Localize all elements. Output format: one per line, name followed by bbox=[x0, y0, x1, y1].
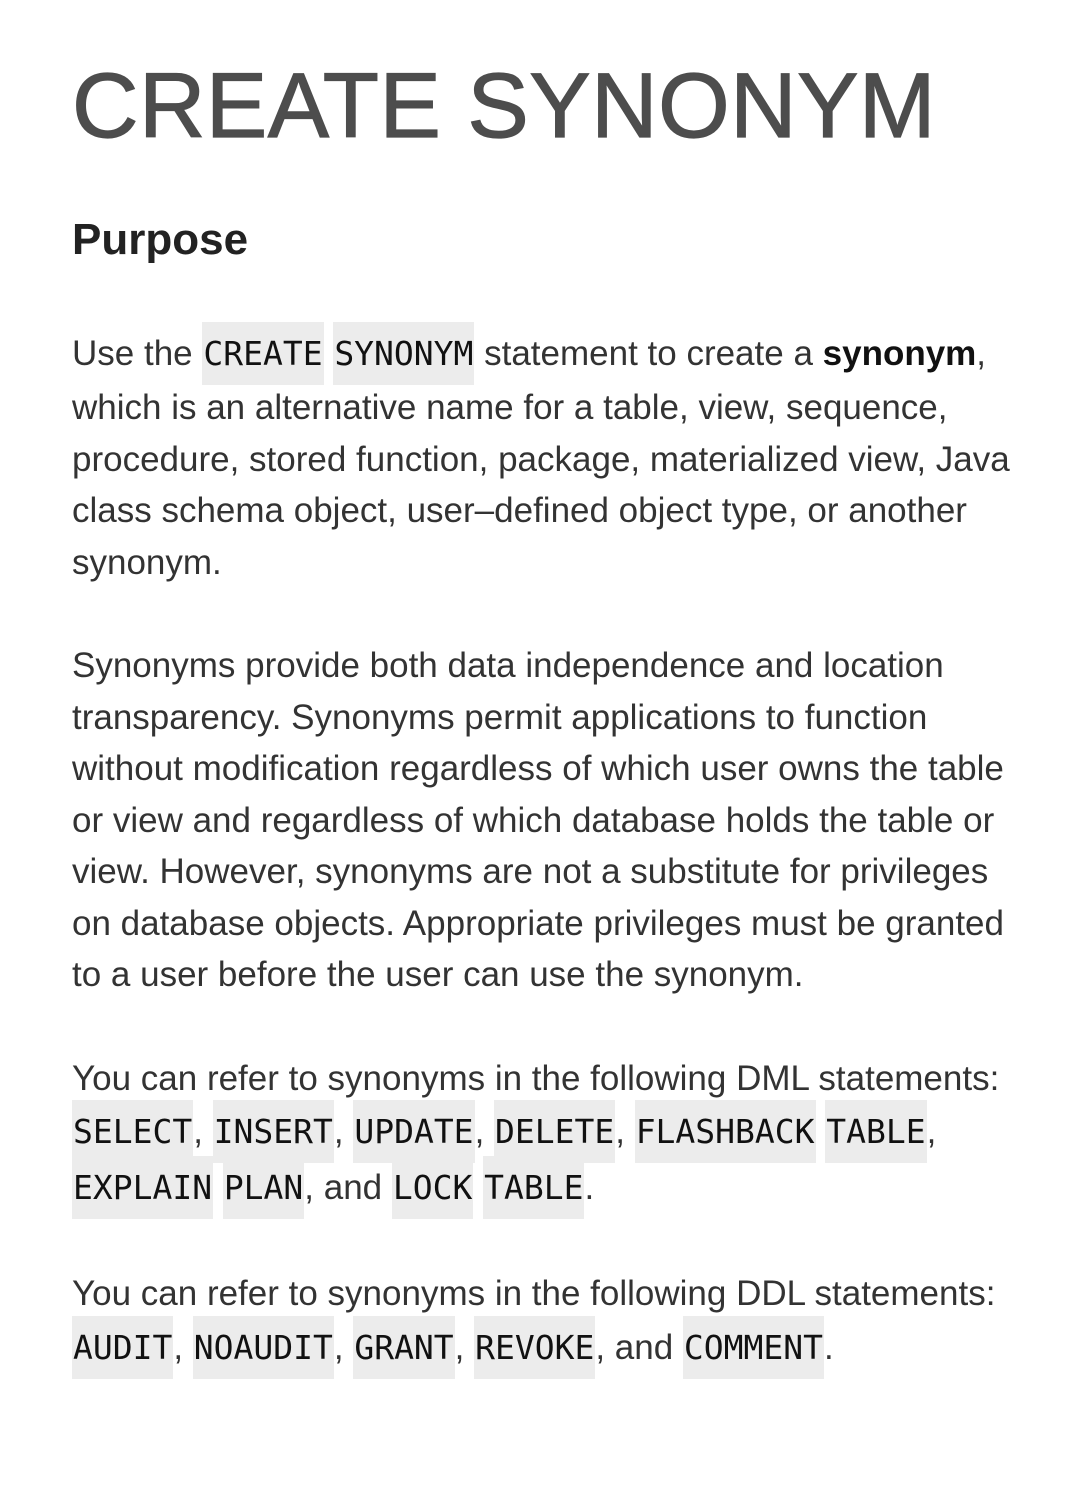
separator: , bbox=[615, 1112, 635, 1151]
separator: , bbox=[173, 1327, 193, 1367]
period: . bbox=[824, 1327, 834, 1367]
code-explain: EXPLAIN bbox=[72, 1156, 213, 1219]
term-synonym: synonym bbox=[822, 334, 977, 373]
separator: , bbox=[454, 1327, 475, 1367]
separator: , bbox=[926, 1112, 937, 1151]
paragraph-dml bbox=[72, 1053, 1012, 1217]
code-table: TABLE bbox=[483, 1156, 584, 1219]
section-heading-purpose: Purpose bbox=[72, 215, 249, 264]
code-grant: GRANT bbox=[353, 1316, 454, 1379]
intro-text-1: Use the bbox=[72, 334, 203, 373]
intro-text-3: , which is an alternative name for a table, view, sequence, procedure, stored function, package, materialized view, Java class schema object, user–defined object type, or another synonym. bbox=[72, 334, 1010, 582]
code-noaudit: NOAUDIT bbox=[193, 1316, 334, 1379]
conjunction-and: , and bbox=[304, 1168, 392, 1207]
code-select: SELECT bbox=[72, 1100, 193, 1163]
code-flashback: FLASHBACK bbox=[635, 1100, 816, 1163]
code-create: CREATE bbox=[202, 322, 323, 385]
separator: , bbox=[333, 1327, 354, 1367]
page-title: CREATE SYNONYM bbox=[72, 55, 937, 157]
code-audit: AUDIT bbox=[72, 1316, 173, 1379]
code-insert: INSERT bbox=[213, 1100, 334, 1163]
code-update: UPDATE bbox=[353, 1100, 474, 1163]
ddl-text: You can refer to synonyms in the following DDL statements: bbox=[72, 1274, 996, 1313]
code-table: TABLE bbox=[825, 1100, 926, 1163]
code-plan: PLAN bbox=[223, 1156, 304, 1219]
code-revoke: REVOKE bbox=[474, 1316, 595, 1379]
period: . bbox=[584, 1168, 595, 1207]
separator: , bbox=[333, 1112, 354, 1151]
intro-text-2: statement to create a bbox=[474, 334, 823, 373]
separator: , bbox=[474, 1112, 495, 1151]
separator: , bbox=[193, 1112, 213, 1151]
paragraph-intro bbox=[72, 326, 1012, 588]
paragraph-ddl bbox=[72, 1268, 1012, 1376]
code-synonym: SYNONYM bbox=[333, 322, 474, 385]
document-page bbox=[72, 0, 1012, 1376]
code-comment: COMMENT bbox=[683, 1316, 824, 1379]
code-delete: DELETE bbox=[494, 1100, 615, 1163]
code-lock: LOCK bbox=[392, 1156, 473, 1219]
dml-text: You can refer to synonyms in the following DML statements: bbox=[72, 1058, 1000, 1098]
conjunction-and: , and bbox=[595, 1327, 683, 1367]
paragraph-transparency: Synonyms provide both data independence and location transparency. Synonyms permit applications to function without modification regardless of which user owns the table or view and regardless of which database holds the table or view. However, synonyms are not a substitute for privileges on database objects. Appropriate privileges must be granted to a user before the user can use the synonym. bbox=[72, 646, 1004, 994]
